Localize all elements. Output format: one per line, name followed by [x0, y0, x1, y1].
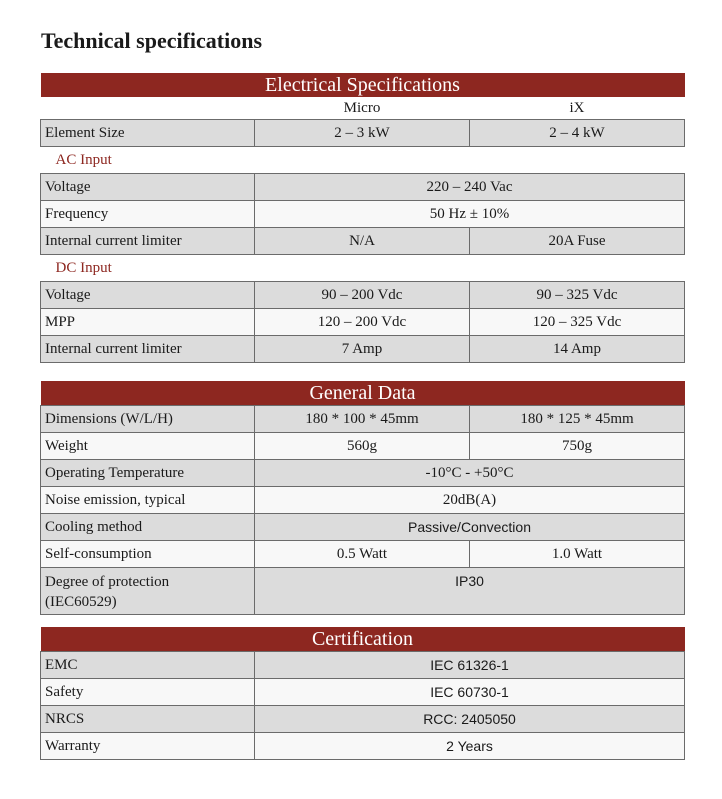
value-micro: 7 Amp — [255, 336, 470, 363]
row-label: Self-consumption — [41, 541, 255, 568]
table-row — [41, 514, 685, 541]
row-label: Frequency — [41, 201, 255, 228]
column-header-micro: Micro — [255, 97, 470, 120]
general-title: General Data — [41, 381, 685, 406]
column-header-blank — [41, 97, 255, 120]
electrical-specifications-table — [40, 73, 685, 363]
table-row — [41, 541, 685, 568]
value-ix: 20A Fuse — [470, 228, 685, 255]
row-label: Internal current limiter — [41, 228, 255, 255]
table-row — [41, 282, 685, 309]
table-row — [41, 652, 685, 679]
table-row — [41, 174, 685, 201]
table-row — [41, 487, 685, 514]
row-label: Voltage — [41, 174, 255, 201]
value-shared: Passive/Convection — [255, 514, 685, 541]
value-micro: 180 * 100 * 45mm — [255, 406, 470, 433]
certification-table — [40, 627, 685, 760]
table-row — [41, 201, 685, 228]
value-micro: N/A — [255, 228, 470, 255]
general-title-band — [41, 381, 685, 406]
row-label: Element Size — [41, 120, 255, 147]
row-label: Voltage — [41, 282, 255, 309]
row-label-line: (IEC60529) — [45, 594, 117, 610]
row-label: MPP — [41, 309, 255, 336]
table-row — [41, 336, 685, 363]
value-ix: 14 Amp — [470, 336, 685, 363]
section-heading-ac — [41, 147, 685, 174]
row-label: EMC — [41, 652, 255, 679]
table-row — [41, 406, 685, 433]
row-label: Weight — [41, 433, 255, 460]
table-row — [41, 460, 685, 487]
value-shared: 220 – 240 Vac — [255, 174, 685, 201]
value-shared: RCC: 2405050 — [255, 706, 685, 733]
value-ix: 750g — [470, 433, 685, 460]
value-shared: 50 Hz ± 10% — [255, 201, 685, 228]
value-micro: 120 – 200 Vdc — [255, 309, 470, 336]
row-label: NRCS — [41, 706, 255, 733]
value-shared: -10°C - +50°C — [255, 460, 685, 487]
row-label: Noise emission, typical — [41, 487, 255, 514]
electrical-title-band — [41, 73, 685, 97]
table-row — [41, 120, 685, 147]
table-row — [41, 433, 685, 460]
row-label: Operating Temperature — [41, 460, 255, 487]
value-ix: 2 – 4 kW — [470, 120, 685, 147]
value-ix: 180 * 125 * 45mm — [470, 406, 685, 433]
value-micro: 0.5 Watt — [255, 541, 470, 568]
value-micro: 2 – 3 kW — [255, 120, 470, 147]
value-shared: IEC 61326-1 — [255, 652, 685, 679]
table-row — [41, 706, 685, 733]
general-data-table — [40, 381, 685, 615]
value-shared: IEC 60730-1 — [255, 679, 685, 706]
row-label: Safety — [41, 679, 255, 706]
value-ix: 90 – 325 Vdc — [470, 282, 685, 309]
value-shared: IP30 — [255, 568, 685, 615]
row-label: Cooling method — [41, 514, 255, 541]
row-label: Dimensions (W/L/H) — [41, 406, 255, 433]
table-row — [41, 228, 685, 255]
row-label-line: Degree of protection — [45, 574, 170, 590]
value-ix: 120 – 325 Vdc — [470, 309, 685, 336]
row-label — [41, 568, 255, 615]
value-micro: 560g — [255, 433, 470, 460]
value-shared: 20dB(A) — [255, 487, 685, 514]
section-label: DC Input — [41, 255, 685, 282]
certification-title-band — [41, 627, 685, 652]
section-label: AC Input — [41, 147, 685, 174]
section-heading-dc — [41, 255, 685, 282]
value-micro: 90 – 200 Vdc — [255, 282, 470, 309]
table-row — [41, 309, 685, 336]
value-shared: 2 Years — [255, 733, 685, 760]
row-label: Internal current limiter — [41, 336, 255, 363]
row-label: Warranty — [41, 733, 255, 760]
table-row — [41, 679, 685, 706]
table-row — [41, 568, 685, 615]
value-ix: 1.0 Watt — [470, 541, 685, 568]
electrical-title: Electrical Specifications — [41, 73, 685, 97]
column-header-ix: iX — [470, 97, 685, 120]
certification-title: Certification — [41, 627, 685, 652]
page-title: Technical specifications — [41, 28, 263, 53]
column-headers — [41, 97, 685, 120]
table-row — [41, 733, 685, 760]
